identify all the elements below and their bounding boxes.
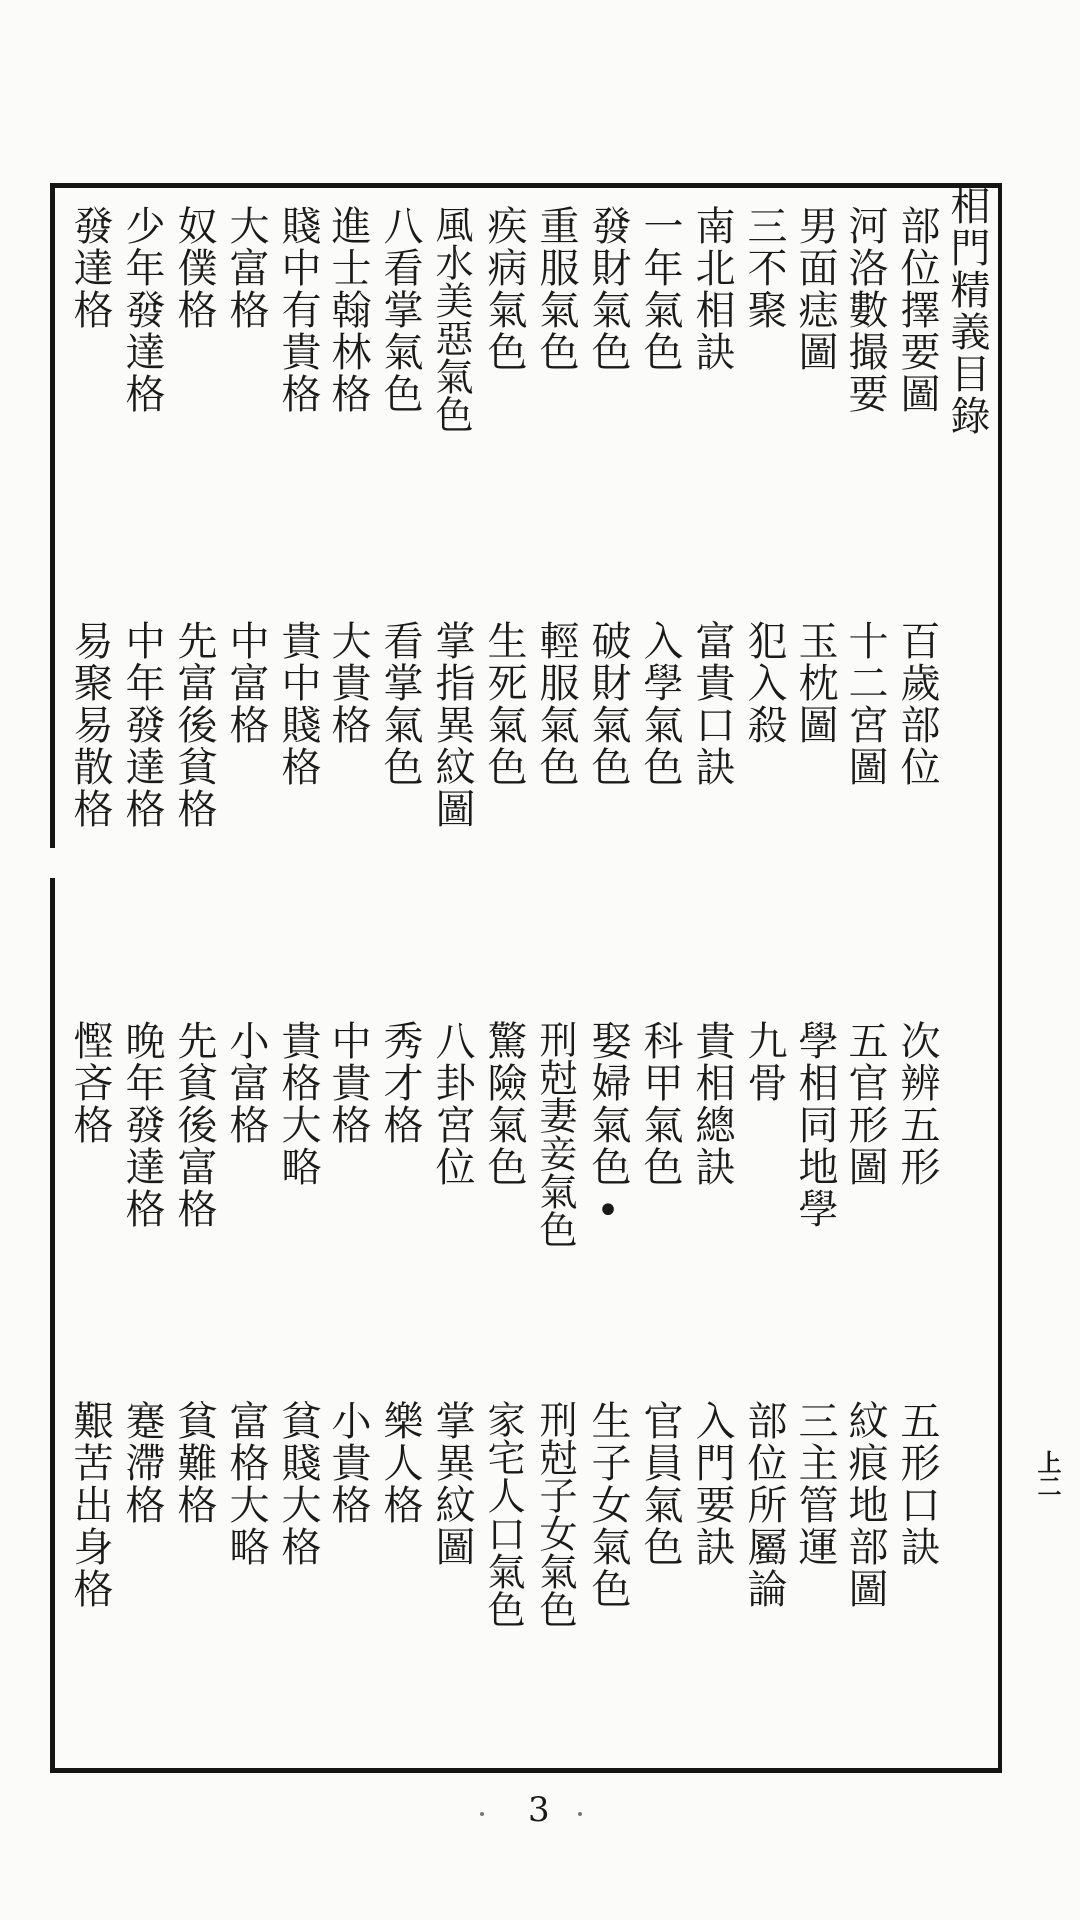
toc-entry: 驚險氣色 (481, 1020, 527, 1188)
toc-entry: 貧難格 (171, 1400, 217, 1526)
toc-entry: 少年發達格 (119, 205, 165, 415)
toc-entry: 掌指異紋圖 (429, 620, 475, 830)
toc-entry: 八看掌氣色 (377, 205, 423, 415)
toc-entry: 部位所屬論 (741, 1400, 787, 1610)
toc-entry: 百歲部位 (894, 620, 940, 788)
page-title: 相門精義目錄 (944, 185, 990, 437)
toc-entry: 貴格大略 (275, 1020, 321, 1188)
toc-entry: 小富格 (223, 1020, 269, 1146)
toc-entry: 進士翰林格 (325, 205, 371, 415)
side-tag: 上二 (1033, 1450, 1062, 1498)
toc-entry: 男面痣圖 (792, 205, 838, 373)
toc-entry: 貴中賤格 (275, 620, 321, 788)
toc-entry: 發達格 (67, 205, 113, 331)
toc-entry: 生死氣色 (481, 620, 527, 788)
toc-entry: 南北相訣 (689, 205, 735, 373)
toc-entry: 玉枕圖 (792, 620, 838, 746)
toc-entry: 發財氣色 (585, 205, 631, 373)
dot (480, 1812, 484, 1816)
toc-entry: 官員氣色 (637, 1400, 683, 1568)
toc-entry: 蹇滯格 (119, 1400, 165, 1526)
page-number: 3 (528, 1790, 550, 1830)
toc-entry: 貧賤大格 (275, 1400, 321, 1568)
toc-entry: 刑尅妻妾氣色 (533, 1020, 577, 1248)
toc-entry: 易聚易散格 (67, 620, 113, 830)
toc-entry: 八卦宮位 (429, 1020, 475, 1188)
toc-entry: 河洛數撮要 (842, 205, 888, 415)
toc-entry: 生子女氣色 (585, 1400, 631, 1610)
toc-entry: 入學氣色 (637, 620, 683, 788)
toc-entry: 大富格 (223, 205, 269, 331)
border-gap (45, 848, 57, 878)
toc-entry: 入門要訣 (689, 1400, 735, 1568)
toc-entry: 奴僕格 (171, 205, 217, 331)
toc-entry: 三不聚 (741, 205, 787, 331)
toc-entry: 家宅人口氣色 (481, 1400, 525, 1628)
toc-entry: 掌異紋圖 (429, 1400, 475, 1568)
toc-entry: 大貴格 (325, 620, 371, 746)
toc-entry: 娶婦氣色• (585, 1020, 631, 1236)
toc-entry: 先富後貧格 (171, 620, 217, 830)
toc-entry: 先貧後富格 (171, 1020, 217, 1230)
toc-entry: 貴相總訣 (689, 1020, 735, 1188)
toc-entry: 富格大略 (223, 1400, 269, 1568)
toc-entry: 富貴口訣 (689, 620, 735, 788)
toc-entry: 紋痕地部圖 (842, 1400, 888, 1610)
toc-entry: 疾病氣色 (481, 205, 527, 373)
toc-entry: 賤中有貴格 (275, 205, 321, 415)
toc-entry: 刑尅子女氣色 (533, 1400, 577, 1628)
toc-entry: 三主管運 (792, 1400, 838, 1568)
toc-entry: 九骨 (741, 1020, 787, 1104)
toc-entry: 小貴格 (325, 1400, 371, 1526)
dot (578, 1812, 582, 1816)
toc-entry: 中貴格 (325, 1020, 371, 1146)
toc-entry: 五官形圖 (842, 1020, 888, 1188)
toc-entry: 十二宮圖 (842, 620, 888, 788)
toc-entry: 風水美惡氣色 (429, 205, 473, 433)
toc-entry: 晚年發達格 (119, 1020, 165, 1230)
toc-entry: 看掌氣色 (377, 620, 423, 788)
toc-entry: 中富格 (223, 620, 269, 746)
toc-entry: 次辨五形 (894, 1020, 940, 1188)
toc-entry: 中年發達格 (119, 620, 165, 830)
toc-entry: 輕服氣色 (533, 620, 579, 788)
toc-entry: 科甲氣色 (637, 1020, 683, 1188)
toc-entry: 犯入殺 (741, 620, 787, 746)
toc-entry: 樂人格 (377, 1400, 423, 1526)
toc-entry: 慳吝格 (67, 1020, 113, 1146)
toc-entry: 秀才格 (377, 1020, 423, 1146)
toc-entry: 學相同地學 (792, 1020, 838, 1230)
toc-entry: 艱苦出身格 (67, 1400, 113, 1610)
toc-entry: 重服氣色 (533, 205, 579, 373)
toc-entry: 五形口訣 (894, 1400, 940, 1568)
toc-entry: 部位擇要圖 (894, 205, 940, 415)
toc-entry: 破財氣色 (585, 620, 631, 788)
toc-entry: 一年氣色 (637, 205, 683, 373)
